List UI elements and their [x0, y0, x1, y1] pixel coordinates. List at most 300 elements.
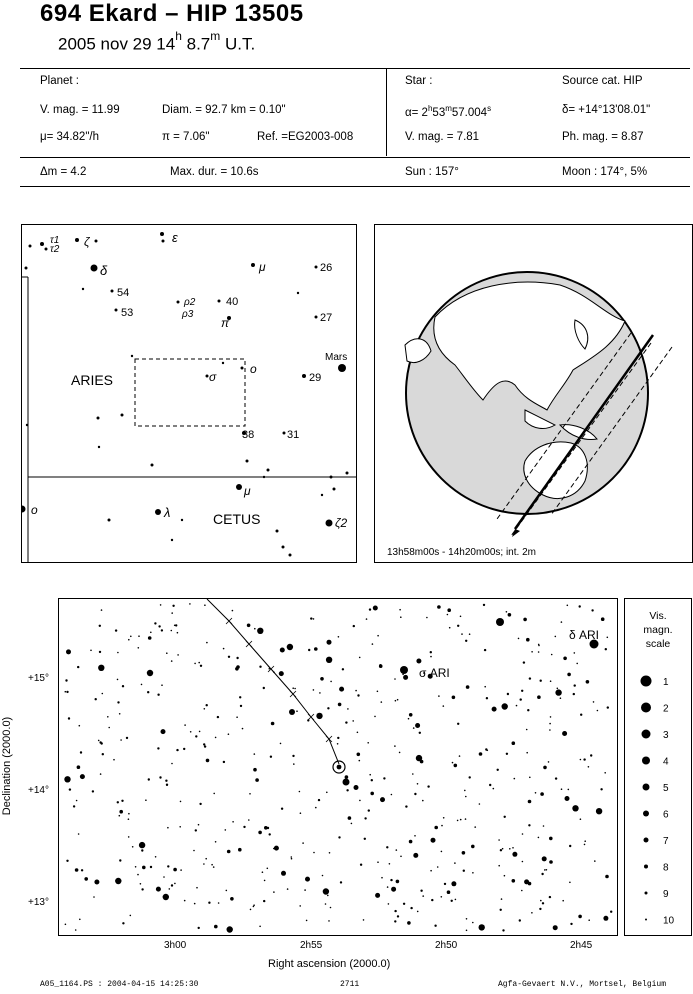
pi-label: π — [221, 316, 230, 330]
source-cat: Source cat. HIP — [562, 75, 643, 87]
cetus-label: CETUS — [213, 511, 261, 527]
field-star — [403, 903, 405, 905]
field-star — [308, 649, 310, 651]
field-star — [227, 926, 233, 932]
delta-label: δ — [100, 263, 108, 278]
finder-star — [162, 240, 165, 243]
field-star — [177, 654, 179, 656]
field-star — [313, 618, 315, 620]
sigma-ari-star — [400, 666, 408, 674]
target-star — [337, 765, 342, 770]
mars-label: Mars — [325, 352, 348, 363]
field-star — [65, 924, 67, 926]
field-star — [257, 628, 263, 634]
scale-svg — [625, 599, 691, 935]
field-star — [588, 919, 590, 921]
field-star — [198, 927, 200, 929]
field-star — [306, 920, 308, 922]
field-star — [457, 723, 459, 725]
magnitude-scale — [624, 598, 692, 936]
field-star — [529, 677, 531, 679]
globe-panel — [374, 224, 693, 563]
star-chart-svg — [59, 599, 617, 935]
field-star — [254, 628, 256, 630]
field-star — [73, 805, 75, 807]
finder-star — [263, 476, 265, 478]
field-star — [549, 729, 551, 731]
field-star — [386, 846, 388, 848]
rho2-label: ρ2 — [184, 297, 196, 308]
field-star — [92, 790, 94, 792]
footer-page: 2711 — [340, 980, 360, 989]
field-star — [359, 657, 361, 659]
field-of-view-box — [135, 359, 245, 426]
field-star — [455, 899, 457, 901]
field-star — [500, 909, 502, 911]
field-star — [348, 816, 352, 820]
star-38-label: 38 — [242, 429, 255, 441]
field-star — [135, 866, 137, 868]
scale-number-5: 5 — [663, 783, 669, 794]
field-star — [313, 852, 315, 854]
field-star — [409, 840, 413, 844]
field-star — [240, 705, 242, 707]
field-star — [159, 776, 161, 778]
finder-star — [283, 432, 286, 435]
field-star — [338, 636, 340, 638]
scale-dot-7 — [644, 838, 649, 843]
field-star — [180, 869, 182, 871]
planet-vmag: V. mag. = 11.99 — [40, 104, 120, 116]
scale-number-6: 6 — [663, 809, 669, 821]
scale-number-7: 7 — [663, 836, 669, 847]
omicron-label: o — [250, 362, 257, 376]
field-star — [166, 784, 168, 786]
scale-number-10: 10 — [663, 915, 675, 927]
field-star — [352, 720, 354, 722]
field-star — [337, 743, 339, 745]
field-star — [444, 883, 446, 885]
field-star — [183, 748, 185, 750]
field-star — [263, 687, 265, 689]
field-star — [528, 824, 530, 826]
field-star — [291, 858, 293, 860]
field-star — [553, 925, 558, 930]
field-star — [580, 714, 582, 716]
field-star — [509, 848, 511, 850]
field-star — [414, 793, 416, 795]
field-star — [195, 829, 197, 831]
field-star — [340, 881, 342, 883]
field-star — [174, 625, 176, 627]
field-star — [506, 611, 508, 613]
field-star — [549, 723, 551, 725]
field-star — [549, 837, 553, 841]
field-star — [417, 911, 419, 913]
field-star — [531, 912, 533, 914]
field-star — [397, 915, 399, 917]
field-star — [412, 773, 414, 775]
field-star — [574, 652, 576, 654]
field-star — [370, 792, 374, 796]
field-star — [171, 884, 173, 886]
field-star — [195, 735, 197, 737]
field-star — [514, 778, 516, 780]
field-star — [387, 886, 389, 888]
scale-number-2: 2 — [663, 703, 669, 715]
field-star — [523, 661, 525, 663]
field-star — [249, 793, 251, 795]
field-star — [502, 848, 504, 850]
field-star — [171, 612, 173, 614]
scale-dot-10 — [645, 919, 647, 921]
field-star — [355, 690, 357, 692]
field-star — [281, 871, 286, 876]
field-star — [263, 900, 265, 902]
field-star — [305, 877, 310, 882]
finder-star — [25, 267, 28, 270]
moon-info: Moon : 174°, 5% — [562, 166, 648, 178]
field-star — [457, 625, 459, 627]
field-star — [417, 783, 419, 785]
field-star — [405, 805, 407, 807]
field-star — [394, 920, 396, 922]
field-star — [147, 691, 149, 693]
finder-star — [155, 509, 161, 515]
field-star — [578, 915, 582, 919]
field-star — [590, 754, 592, 756]
field-star — [199, 803, 201, 805]
field-star — [345, 721, 347, 723]
field-star — [126, 737, 128, 739]
field-star — [605, 648, 607, 650]
finder-star — [26, 424, 28, 426]
field-star — [250, 909, 252, 911]
field-star — [586, 680, 590, 684]
finder-star — [267, 469, 270, 472]
sun-elongation: Sun : 157° — [405, 166, 459, 178]
field-star — [287, 644, 293, 650]
field-star — [177, 632, 179, 634]
field-star — [364, 817, 366, 819]
field-star — [596, 808, 602, 814]
field-star — [342, 668, 344, 670]
field-star — [353, 625, 355, 627]
field-star — [584, 844, 586, 846]
field-star — [594, 860, 596, 862]
field-star — [330, 907, 332, 909]
finder-star — [160, 232, 164, 236]
field-star — [507, 693, 509, 695]
field-star — [374, 716, 376, 718]
scale-dots — [641, 676, 652, 921]
field-star — [357, 753, 361, 757]
field-star — [443, 817, 445, 819]
field-star — [194, 903, 196, 905]
field-star — [527, 709, 529, 711]
field-star — [304, 889, 306, 891]
path-time-tick — [226, 618, 232, 624]
field-star — [204, 745, 206, 747]
field-star — [180, 801, 182, 803]
field-star — [119, 713, 121, 715]
field-star — [227, 850, 231, 854]
field-star — [167, 827, 169, 829]
field-star — [132, 846, 134, 848]
field-star — [108, 727, 110, 729]
field-star — [148, 636, 152, 640]
field-star — [460, 616, 462, 618]
field-star — [472, 922, 474, 924]
field-star — [184, 724, 186, 726]
field-star — [605, 875, 609, 879]
field-star — [379, 664, 381, 666]
field-star — [253, 768, 257, 772]
field-star — [501, 898, 503, 900]
field-star — [422, 800, 424, 802]
finder-star — [246, 460, 249, 463]
finder-star — [22, 506, 26, 513]
field-star — [371, 779, 373, 781]
field-star — [576, 663, 578, 665]
field-star — [169, 888, 171, 890]
star-31-label: 31 — [287, 429, 300, 441]
field-star-bright — [289, 709, 295, 715]
field-star — [100, 773, 102, 775]
field-star — [128, 813, 130, 815]
field-star — [99, 651, 101, 653]
finder-star — [289, 554, 292, 557]
field-star — [463, 870, 465, 872]
field-star — [230, 897, 234, 901]
scale-dot-8 — [644, 865, 648, 869]
field-star — [259, 926, 261, 928]
field-star — [76, 800, 78, 802]
field-star — [66, 691, 68, 693]
field-star — [299, 905, 301, 907]
field-star — [273, 848, 275, 850]
field-star — [119, 859, 121, 861]
field-star — [325, 903, 327, 905]
scale-dot-9 — [645, 892, 648, 895]
field-star — [65, 691, 67, 693]
field-star — [66, 860, 68, 862]
field-star — [330, 681, 332, 683]
field-star — [211, 864, 213, 866]
field-star — [512, 879, 516, 883]
field-star — [351, 823, 353, 825]
field-star — [327, 895, 329, 897]
field-star — [138, 635, 140, 637]
field-star — [166, 652, 168, 654]
field-star — [508, 613, 512, 617]
field-star — [449, 627, 451, 629]
planet-motion: μ= 34.82"/h — [40, 131, 99, 143]
scale-numbers — [663, 677, 675, 927]
field-star — [190, 731, 192, 733]
field-star — [205, 858, 207, 860]
field-star — [198, 662, 200, 664]
field-star — [80, 774, 85, 779]
finder-star — [95, 240, 98, 243]
field-star — [394, 678, 396, 680]
field-star — [117, 652, 119, 654]
field-star — [375, 893, 380, 898]
scale-dot-4 — [642, 757, 650, 765]
field-star — [215, 841, 217, 843]
field-star — [95, 698, 97, 700]
field-star — [462, 851, 466, 855]
field-star — [544, 869, 546, 871]
field-star — [367, 742, 369, 744]
field-star — [431, 838, 436, 843]
field-star — [452, 696, 456, 700]
field-star — [603, 916, 608, 921]
scale-number-1: 1 — [663, 677, 669, 688]
field-star — [498, 839, 500, 841]
field-star — [561, 788, 563, 790]
field-star — [122, 685, 124, 687]
field-star — [359, 760, 361, 762]
field-star — [291, 856, 293, 858]
field-star — [232, 821, 234, 823]
planet-label: Planet : — [40, 75, 79, 87]
field-star — [447, 614, 449, 616]
field-star — [562, 731, 567, 736]
field-star — [403, 675, 408, 680]
field-star — [372, 643, 374, 645]
field-star — [409, 713, 413, 717]
scale-number-9: 9 — [663, 889, 669, 900]
field-star — [326, 792, 328, 794]
field-star — [273, 891, 275, 893]
field-star — [68, 717, 70, 719]
field-star — [242, 728, 244, 730]
field-star — [137, 874, 139, 876]
field-star — [204, 708, 206, 710]
finder-star — [251, 263, 255, 267]
field-star — [206, 759, 210, 763]
field-star — [567, 673, 571, 677]
field-star — [394, 910, 396, 912]
star-phmag: Ph. mag. = 8.87 — [562, 131, 644, 143]
field-star — [434, 826, 438, 830]
field-star — [570, 923, 572, 925]
field-star — [323, 888, 329, 894]
scale-dot-2 — [641, 703, 651, 713]
field-star — [360, 864, 362, 866]
field-star — [604, 772, 606, 774]
star-54-label: 54 — [117, 287, 130, 299]
field-star — [157, 747, 159, 749]
field-star — [542, 856, 547, 861]
delta-ari-label: δ ARI — [569, 628, 600, 642]
field-star — [117, 701, 119, 703]
field-star — [366, 618, 368, 620]
field-star — [259, 666, 261, 668]
field-star — [522, 833, 524, 835]
page-title: 694 Ekard – HIP 13505 — [40, 0, 304, 27]
field-star — [526, 638, 530, 642]
field-star — [416, 659, 421, 664]
field-star — [128, 836, 130, 838]
field-star — [141, 888, 143, 890]
field-star — [66, 649, 71, 654]
finder-star — [171, 539, 173, 541]
finder-star — [241, 367, 244, 370]
globe-svg — [375, 225, 692, 562]
field-star — [226, 890, 228, 892]
field-star — [326, 657, 332, 663]
field-star — [526, 752, 528, 754]
field-star — [437, 605, 441, 609]
field-star — [223, 761, 225, 763]
field-star — [479, 924, 485, 930]
field-star — [583, 758, 585, 760]
field-star — [101, 609, 103, 611]
field-star — [138, 647, 140, 649]
field-star — [161, 629, 163, 631]
field-star — [171, 660, 173, 662]
field-star — [451, 881, 456, 886]
field-star — [302, 842, 304, 844]
field-star — [117, 679, 119, 681]
field-star — [474, 826, 476, 828]
field-star — [238, 848, 242, 852]
field-star — [420, 890, 422, 892]
field-star — [584, 840, 586, 842]
field-star — [174, 883, 176, 885]
field-star — [573, 693, 575, 695]
field-star — [115, 878, 121, 884]
field-star — [580, 759, 582, 761]
field-star — [120, 739, 122, 741]
field-star — [447, 608, 451, 612]
field-star — [316, 713, 322, 719]
path-time-tick — [246, 641, 252, 647]
field-star — [521, 890, 523, 892]
field-star — [443, 705, 445, 707]
field-star — [294, 688, 296, 690]
field-star — [489, 784, 491, 786]
field-star — [538, 651, 540, 653]
field-star — [563, 657, 567, 661]
field-star — [196, 887, 198, 889]
event-datetime: 2005 nov 29 14$^h$ 8.7$^m$ U.T. — [58, 29, 256, 54]
field-star — [569, 845, 571, 847]
field-star — [381, 701, 383, 703]
planet-diam: Diam. = 92.7 km = 0.10" — [162, 104, 286, 116]
field-star — [98, 740, 100, 742]
field-star — [399, 752, 401, 754]
field-star — [84, 877, 88, 881]
field-star — [454, 862, 456, 864]
field-star — [430, 870, 432, 872]
field-star — [520, 698, 522, 700]
field-star — [171, 763, 173, 765]
field-star — [574, 684, 576, 686]
field-star — [163, 894, 169, 900]
field-star — [502, 929, 504, 931]
field-star — [377, 691, 379, 693]
scale-dot-1 — [641, 676, 652, 687]
field-star — [441, 896, 443, 898]
field-star — [172, 605, 174, 607]
field-star — [395, 700, 397, 702]
tau1-label: τ1 — [50, 235, 60, 246]
field-star — [179, 826, 181, 828]
field-star — [154, 622, 156, 624]
